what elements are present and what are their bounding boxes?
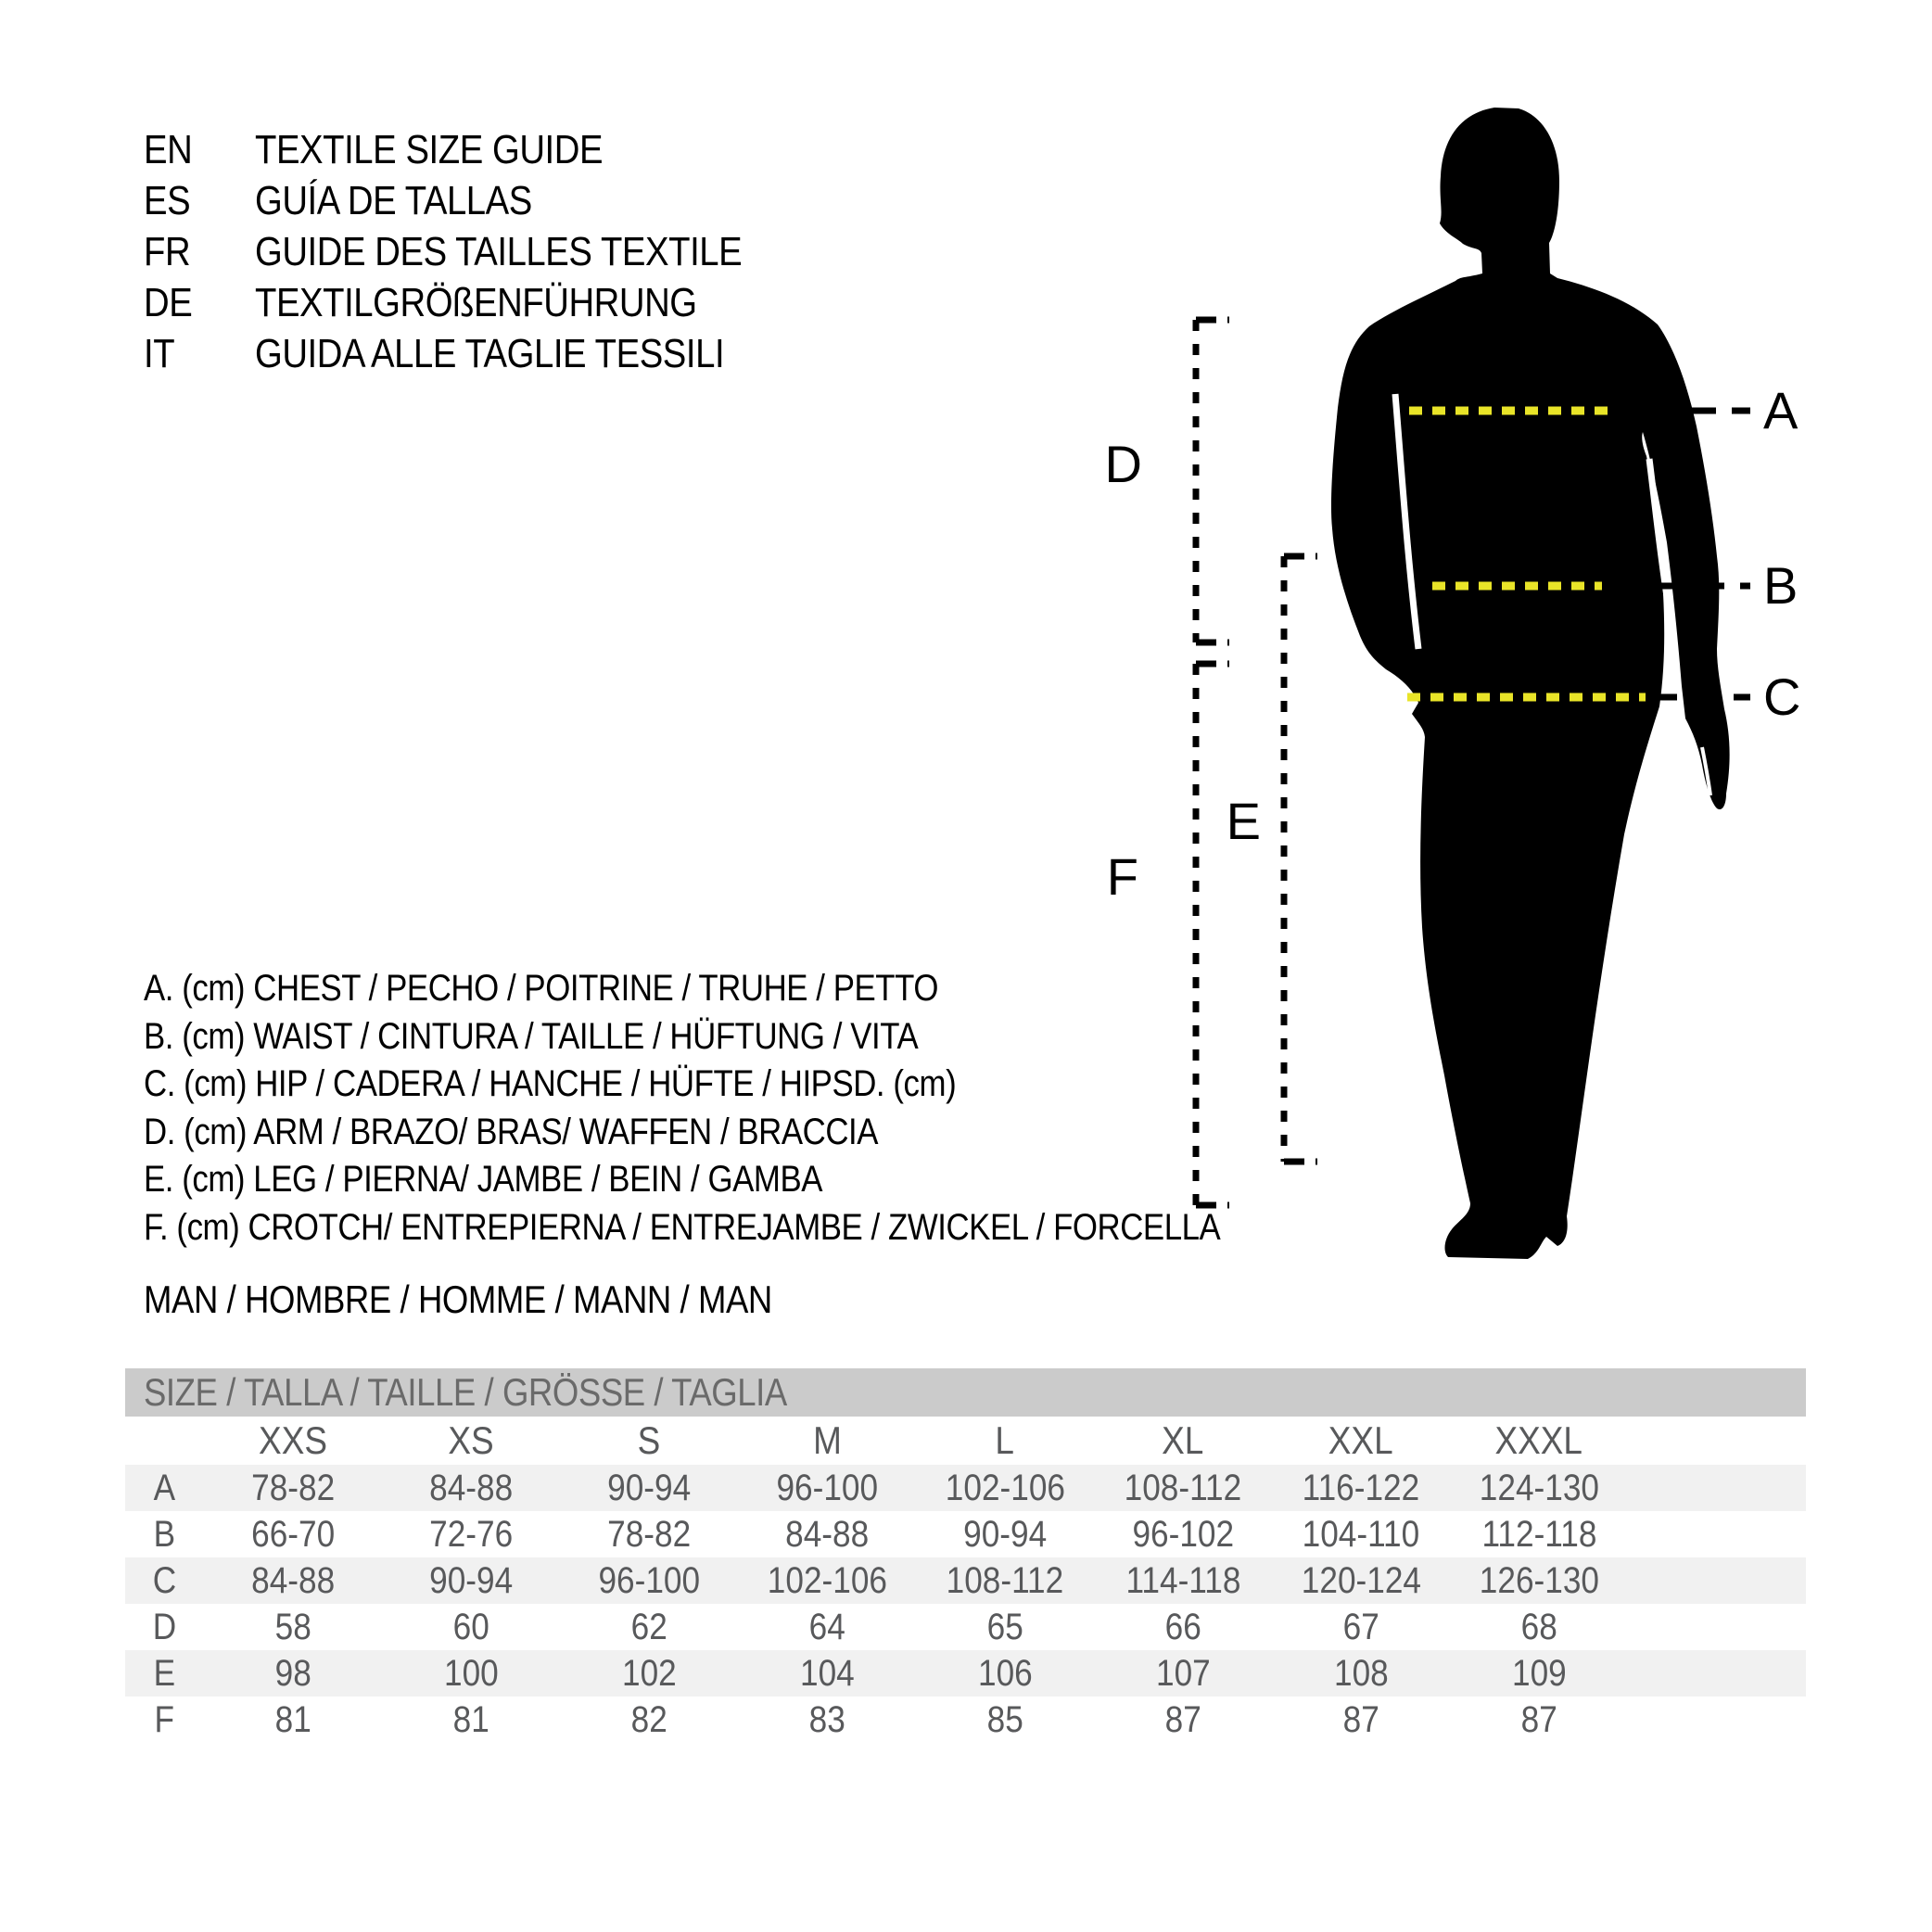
label-b: B <box>1763 556 1799 615</box>
size-header-s: S <box>637 1418 661 1462</box>
size-header-xs: XS <box>448 1418 494 1462</box>
language-code-en: EN <box>144 127 193 172</box>
table-row-a: A 78-82 84-88 90-94 96-100 102-106 108-112 116-122 124-130 <box>125 1465 1806 1511</box>
size-header-row <box>125 1417 1806 1465</box>
table-row-b: B 66-70 72-76 78-82 84-88 90-94 96-102 104-110 112-118 <box>125 1511 1806 1557</box>
size-table-title: SIZE / TALLA / TAILLE / GRÖSSE / TAGLIA <box>144 1370 787 1414</box>
legend-line-a: A. (cm) CHEST / PECHO / POITRINE / TRUHE / PETTO <box>144 968 938 1009</box>
legend-line-b: B. (cm) WAIST / CINTURA / TAILLE / HÜFTUNG / VITA <box>144 1015 919 1057</box>
language-title-en: TEXTILE SIZE GUIDE <box>255 127 604 172</box>
size-table-section <box>125 1368 1806 1743</box>
label-a: A <box>1763 381 1799 439</box>
legend-line-c: C. (cm) HIP / CADERA / HANCHE / HÜFTE / HIPSD. (cm) <box>144 1063 957 1105</box>
man-silhouette <box>1331 108 1730 1259</box>
label-d: D <box>1104 435 1142 493</box>
table-row-f: F 81 81 82 83 85 87 87 87 <box>125 1697 1806 1743</box>
language-title-de: TEXTILGRÖßENFÜHRUNG <box>255 280 697 325</box>
legend-line-d: D. (cm) ARM / BRAZO/ BRAS/ WAFFEN / BRACCIA <box>144 1111 879 1152</box>
language-title-fr: GUIDE DES TAILLES TEXTILE <box>255 229 743 274</box>
size-header-xxl: XXL <box>1328 1418 1393 1462</box>
size-header-l: L <box>995 1418 1015 1462</box>
label-e: E <box>1226 792 1261 850</box>
language-code-it: IT <box>144 331 175 376</box>
table-row-d: D 58 60 62 64 65 66 67 68 <box>125 1604 1806 1650</box>
size-table <box>125 1417 1806 1743</box>
language-code-es: ES <box>144 178 191 223</box>
category-line: MAN / HOMBRE / HOMME / MANN / MAN <box>144 1277 772 1321</box>
language-title-it: GUIDA ALLE TAGLIE TESSILI <box>255 331 725 376</box>
label-c: C <box>1763 667 1801 726</box>
size-table-title-bar <box>125 1368 1806 1417</box>
language-title-es: GUÍA DE TALLAS <box>255 178 532 223</box>
size-header-xxs: XXS <box>259 1418 327 1462</box>
measurement-legend <box>144 965 1381 1252</box>
size-header-xl: XL <box>1162 1418 1204 1462</box>
legend-line-e: E. (cm) LEG / PIERNA/ JAMBE / BEIN / GAMBA <box>144 1159 823 1201</box>
size-header-m: M <box>812 1418 842 1462</box>
table-row-e: E 98 100 102 104 106 107 108 109 <box>125 1650 1806 1697</box>
language-code-de: DE <box>144 280 193 325</box>
label-f: F <box>1106 847 1138 906</box>
language-code-fr: FR <box>144 229 191 274</box>
size-header-xxxl: XXXL <box>1494 1418 1583 1462</box>
legend-line-f: F. (cm) CROTCH/ ENTREPIERNA / ENTREJAMBE / ZWICKEL / FORCELLA <box>144 1206 1221 1248</box>
table-row-c: C 84-88 90-94 96-100 102-106 108-112 114-118 120-124 126-130 <box>125 1557 1806 1604</box>
